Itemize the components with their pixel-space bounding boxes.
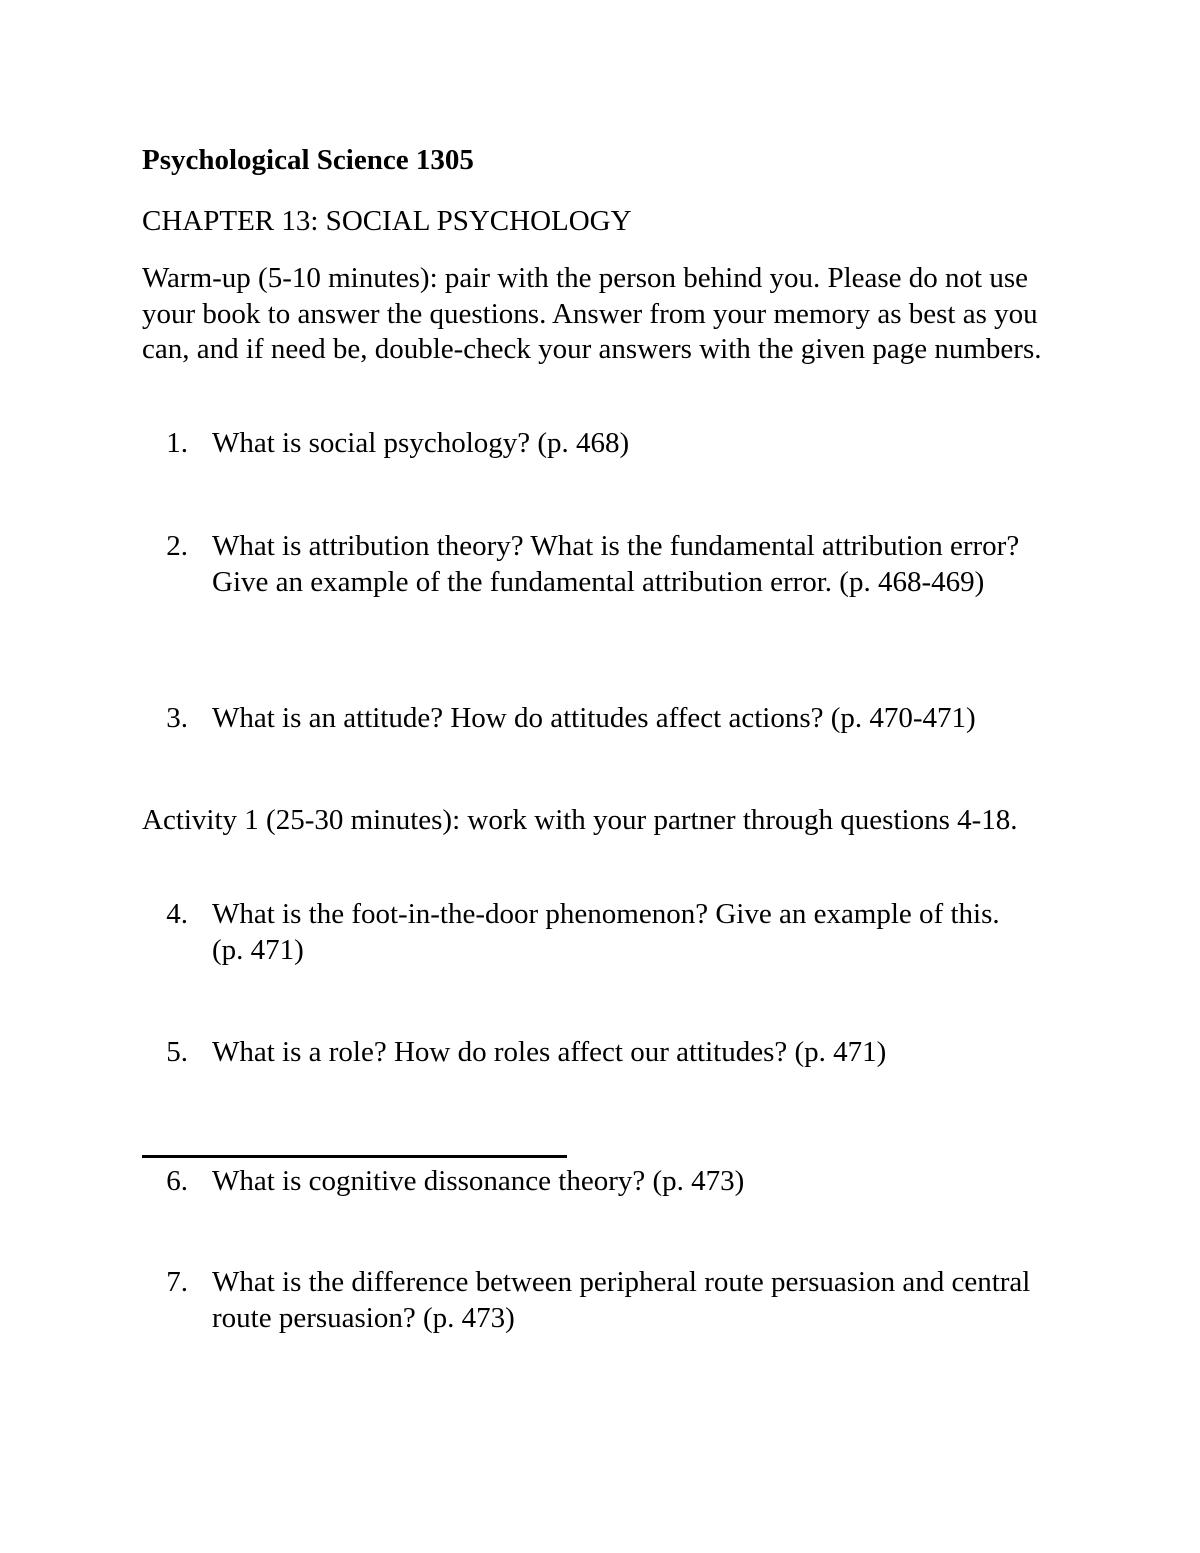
question-item <box>142 529 1042 600</box>
question-number: 6. <box>166 1165 188 1197</box>
footnote-separator <box>142 1155 567 1158</box>
course-title: Psychological Science 1305 <box>142 144 474 176</box>
question-number: 3. <box>166 702 188 734</box>
question-item <box>142 1265 1042 1336</box>
question-number: 5. <box>166 1036 188 1068</box>
question-number: 1. <box>166 427 188 459</box>
question-text: What is cognitive dissonance theory? (p. 473) <box>212 1165 745 1197</box>
question-number: 4. <box>166 898 188 930</box>
question-text: What is the foot-in-the-door phenomenon? Give an example of this. (p. 471) <box>212 898 1000 966</box>
question-text: What is a role? How do roles affect our attitudes? (p. 471) <box>212 1036 887 1068</box>
question-text: What is the difference between peripheral route persuasion and central route persuasion? (p. 473) <box>212 1266 1031 1334</box>
question-text: What is social psychology? (p. 468) <box>212 427 630 459</box>
question-item <box>142 1164 1042 1200</box>
question-item <box>142 897 1042 968</box>
question-number: 7. <box>166 1266 188 1298</box>
question-item <box>142 701 1042 737</box>
warmup-instructions: Warm-up (5-10 minutes): pair with the person behind you. Please do not use your book to answer the questions. Answer from your memory as best as you can, and if need be, double-check your answers with the given page numbers. <box>142 262 1042 365</box>
chapter-title: CHAPTER 13: SOCIAL PSYCHOLOGY <box>142 205 632 237</box>
question-text: What is an attitude? How do attitudes affect actions? (p. 470-471) <box>212 702 976 734</box>
question-item <box>142 1035 1042 1071</box>
question-text: What is attribution theory? What is the fundamental attribution error? Give an example of the fundamental attribution error. (p. 468-469) <box>212 530 1020 598</box>
question-number: 2. <box>166 530 188 562</box>
activity-instructions: Activity 1 (25-30 minutes): work with your partner through questions 4-18. <box>142 804 1018 836</box>
question-item <box>142 426 1042 462</box>
